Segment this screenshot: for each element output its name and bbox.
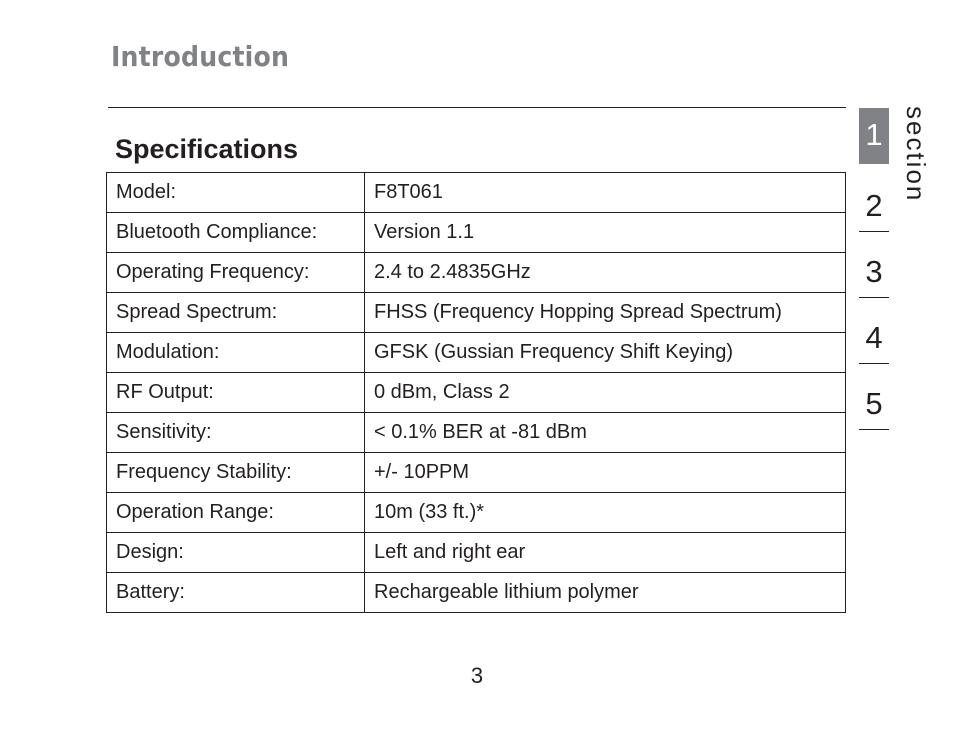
table-row <box>107 573 846 613</box>
table-row <box>107 253 846 293</box>
page-number: 3 <box>470 663 484 688</box>
spec-label: Spread Spectrum: <box>107 293 365 333</box>
header-divider <box>108 107 846 108</box>
spec-value: 10m (33 ft.)* <box>365 493 846 533</box>
spec-label: RF Output: <box>107 373 365 413</box>
section-tab-label: 2 <box>865 188 883 223</box>
section-nav <box>859 108 889 430</box>
table-row <box>107 453 846 493</box>
section-tab-label: 4 <box>865 320 883 355</box>
section-tab-1[interactable] <box>859 108 889 164</box>
spec-label: Model: <box>107 173 365 213</box>
section-tab-label: 5 <box>865 386 883 421</box>
section-tab-2[interactable] <box>859 164 889 232</box>
spec-label: Operation Range: <box>107 493 365 533</box>
spec-value: +/- 10PPM <box>365 453 846 493</box>
spec-label: Bluetooth Compliance: <box>107 213 365 253</box>
section-tab-3[interactable] <box>859 232 889 298</box>
section-tab-label: 1 <box>865 117 883 152</box>
spec-value: Left and right ear <box>365 533 846 573</box>
spec-value: Version 1.1 <box>365 213 846 253</box>
spec-value: < 0.1% BER at -81 dBm <box>365 413 846 453</box>
spec-value: 2.4 to 2.4835GHz <box>365 253 846 293</box>
spec-label: Design: <box>107 533 365 573</box>
table-row <box>107 533 846 573</box>
page-header-title: Introduction <box>111 40 290 73</box>
section-tab-4[interactable] <box>859 298 889 364</box>
section-nav-title <box>896 106 936 226</box>
table-row <box>107 493 846 533</box>
table-row <box>107 413 846 453</box>
spec-label: Operating Frequency: <box>107 253 365 293</box>
spec-value: FHSS (Frequency Hopping Spread Spectrum) <box>365 293 846 333</box>
specifications-table <box>106 172 846 613</box>
spec-value: F8T061 <box>365 173 846 213</box>
table-row <box>107 173 846 213</box>
spec-value: GFSK (Gussian Frequency Shift Keying) <box>365 333 846 373</box>
spec-value: Rechargeable lithium polymer <box>365 573 846 613</box>
table-row <box>107 333 846 373</box>
section-heading: Specifications <box>115 134 299 164</box>
spec-label: Battery: <box>107 573 365 613</box>
spec-value: 0 dBm, Class 2 <box>365 373 846 413</box>
section-word-label: section <box>901 106 931 203</box>
table-row <box>107 373 846 413</box>
spec-label: Sensitivity: <box>107 413 365 453</box>
section-tab-5[interactable] <box>859 364 889 430</box>
section-tab-label: 3 <box>865 254 883 289</box>
table-row <box>107 293 846 333</box>
spec-label: Frequency Stability: <box>107 453 365 493</box>
spec-label: Modulation: <box>107 333 365 373</box>
table-row <box>107 213 846 253</box>
